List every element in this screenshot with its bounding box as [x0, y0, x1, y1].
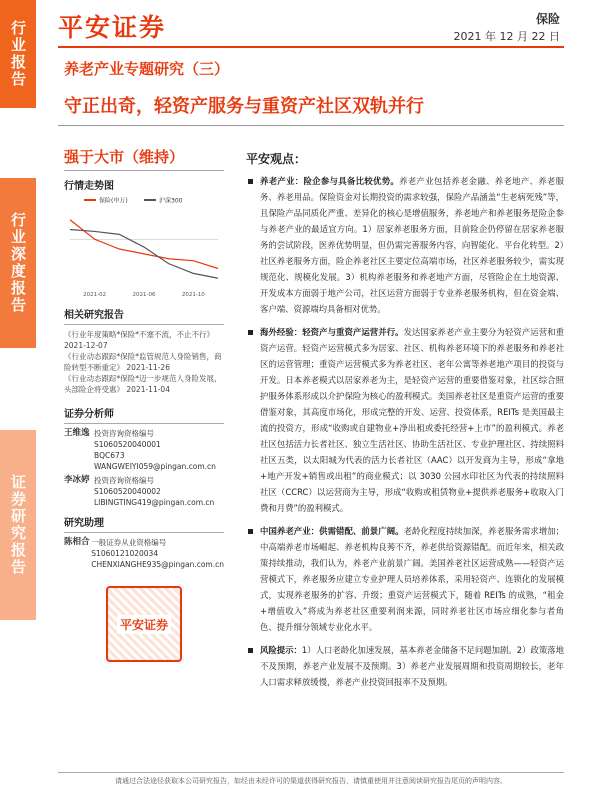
assistant-name: 陈相合 [64, 537, 90, 547]
series-line [70, 220, 218, 269]
report-date: 2021 年 12 月 22 日 [453, 30, 560, 43]
analyst-entry [64, 428, 224, 472]
related-report-item[interactable]: 《行业动态跟踪*保险*迈一步规范人身险发展，头部险企将受惠》 2021-11-04 [64, 374, 222, 394]
left-column [64, 146, 224, 662]
sidebar-report-type: 行业报告 [0, 0, 36, 108]
analyst-name: 李冰婷 [64, 475, 90, 485]
key-point-lead: 中国养老产业：供需错配、前景广阔。 [260, 526, 404, 536]
sidebar-report-kind: 行业深度报告 [0, 178, 36, 348]
divider [64, 423, 224, 424]
qr-code[interactable] [106, 586, 182, 662]
qr-logo-label: 平安证券 [117, 615, 171, 634]
analyst-line: S1060520040001 [94, 440, 161, 449]
legend-label: 保险(申万) [99, 197, 128, 205]
industry-label: 保险 [535, 12, 560, 26]
sidebar-report-category: 证券研究报告 [0, 430, 36, 620]
key-points [246, 150, 564, 697]
x-tick-label: 2021-06 [132, 292, 156, 298]
related-report-item[interactable]: 《行业年度策略*保险*不塞不流，不止不行》 2021-12-07 [64, 330, 214, 350]
key-point-lead: 海外经验：轻资产与重资产运营并行。 [260, 327, 404, 337]
divider [64, 324, 224, 325]
assistant-email[interactable]: CHENXIANGHE935@pingan.com.cn [91, 560, 224, 569]
sidebar [0, 0, 36, 800]
analyst-line: 投资咨询资格编号 [94, 429, 154, 438]
x-tick-label: 2021-10 [181, 292, 205, 298]
key-point [246, 642, 564, 690]
related-heading: 相关研究报告 [64, 310, 124, 321]
key-point-text: 养老产业包括养老金融、养老地产、养老服务、养老用品。保险资金对长期投资的需求较强，保险产品涵盖“生老病死残”等，且保险产品同质化严重、差异化的核心是增值服务，养老地产和养老服务是险企参与养老产业的最适宜方向。1）居家养老服务方面，目前险企仍停留在居家养老服务的尝试阶段，医养优势明显，但仍需完善服务内容，向智能化、平台化转型。2）社区养老服务方面，险企养老社区主要定位高端市场，社区养老服务较少，需实现规范化、规模化发展。3）机构养老服务和养老地产方面，尽管险企在土地资源、开发成本方面弱于地产公司，社区运营方面弱于专业养老服务机构，但在资金端、客户端、资源端均具备相对优势。 [260, 176, 565, 314]
trend-chart [64, 192, 224, 300]
analyst-email[interactable]: LIBINGTING419@pingan.com.cn [94, 498, 215, 507]
analyst-line: 投资咨询资格编号 [94, 476, 154, 485]
key-point [246, 523, 564, 635]
key-point-text: 发达国家养老产业主要分为轻资产运营和重资产运营。轻资产运营模式多为居家、社区、机构养老环境下的养老服务和养老社区的运营管理；重资产运营模式多为养老社区、老年公寓等养老地产项目的投资与开发。日本养老模式以居家养老为主，是轻资产运营的重要借鉴对象，社区综合照护服务体系形成以介护保险为核心的盈利模式。美国养老社区是重资产运营的重要借鉴对象，其高度市场化，形成完整的开发、运营、投资体系，REITs 是美国最主流的投资方，形成“收购或自建物业+净出租或委托经营+上市”的盈利模式。养老社区包括活力长者社区、独立生活社区、协助生活社区、专业护理社区、持续照料社区五类，以太阳城为代表的活力长者社区（AAC）以开发商为主导，形成“拿地+地产开发+销售或出租”的商业模式；以 3030 公园水印社区为代表的持续照料社区（CCRC）以运营商为主导，形成“收购或租赁物业+提供养老服务+收取入门费和月费”的盈利模式。 [260, 327, 565, 513]
title-divider [58, 125, 564, 126]
analysts-heading: 证券分析师 [64, 409, 114, 420]
analyst-line: S1060520040002 [94, 487, 161, 496]
rating: 强于大市（维持） [64, 148, 185, 166]
divider [64, 532, 224, 533]
assistant-line: 一般证券从业资格编号 [91, 538, 167, 547]
main-title: 守正出奇，轻资产服务与重资产社区双轨并行 [64, 96, 424, 117]
key-point-text: 老龄化程度持续加深，养老服务需求增加；中高端养老市场崛起、养老机构良莠不齐，养老供给资源错配。而近年来，相关政策持续推动，我们认为，养老产业前景广阔。美国养老社区运营成熟——轻资产运营模式下，养老服务应建立专业护理人员培养体系，采用轻资产、连锁化的发展模式，实现养老服务的扩容、升级；重资产运营模式下，随着 REITs 的成熟，“租金+增值收入”将成为养老社区重要利润来源，同时养老社区市场应细化参与者角色、提升细分领域专业化水平。 [260, 526, 565, 632]
header-divider [58, 46, 564, 48]
x-tick-label: 2021-02 [83, 292, 107, 298]
related-report-item[interactable]: 《行业动态跟踪*保险*监管规范人身险销售，商险转型不断重定》 2021-11-26 [64, 352, 222, 372]
key-point-lead: 养老产业：险企参与具备比较优势。 [260, 176, 400, 186]
assistant-entry [64, 537, 224, 570]
analyst-name: 王维逸 [64, 428, 90, 438]
key-point [246, 173, 564, 317]
legend-label: 沪深300 [159, 197, 183, 205]
analyst-email[interactable]: WANGWEIYI059@pingan.com.cn [94, 462, 216, 471]
key-point [246, 324, 564, 516]
key-point-lead: 风险提示： [260, 645, 302, 655]
analyst-line: BQC673 [94, 451, 125, 460]
analyst-entry [64, 475, 224, 508]
key-points-heading: 平安观点： [246, 152, 307, 166]
assistant-heading: 研究助理 [64, 518, 104, 529]
key-point-text: 1）人口老龄化加速发展，基本养老金储备不足问题加剧。2）政策落地不及预期，养老产业发展不及预期。3）养老产业发展周期和投资周期较长，老年人口需求释放缓慢，养老产业投资回报率不及预期。 [260, 645, 564, 687]
disclaimer-footer: 请通过合法途径获取本公司研究报告，如经由未经许可的渠道获得研究报告，请慎重使用并注意阅读研究报告尾页的声明内容。 [58, 772, 564, 786]
assistant-line: S1060121020034 [91, 549, 159, 558]
trend-heading: 行情走势图 [64, 181, 114, 192]
related-reports [64, 329, 224, 395]
divider [64, 170, 224, 171]
series-title: 养老产业专题研究（三） [64, 60, 230, 78]
company-logo: 平安证券 [58, 13, 167, 42]
